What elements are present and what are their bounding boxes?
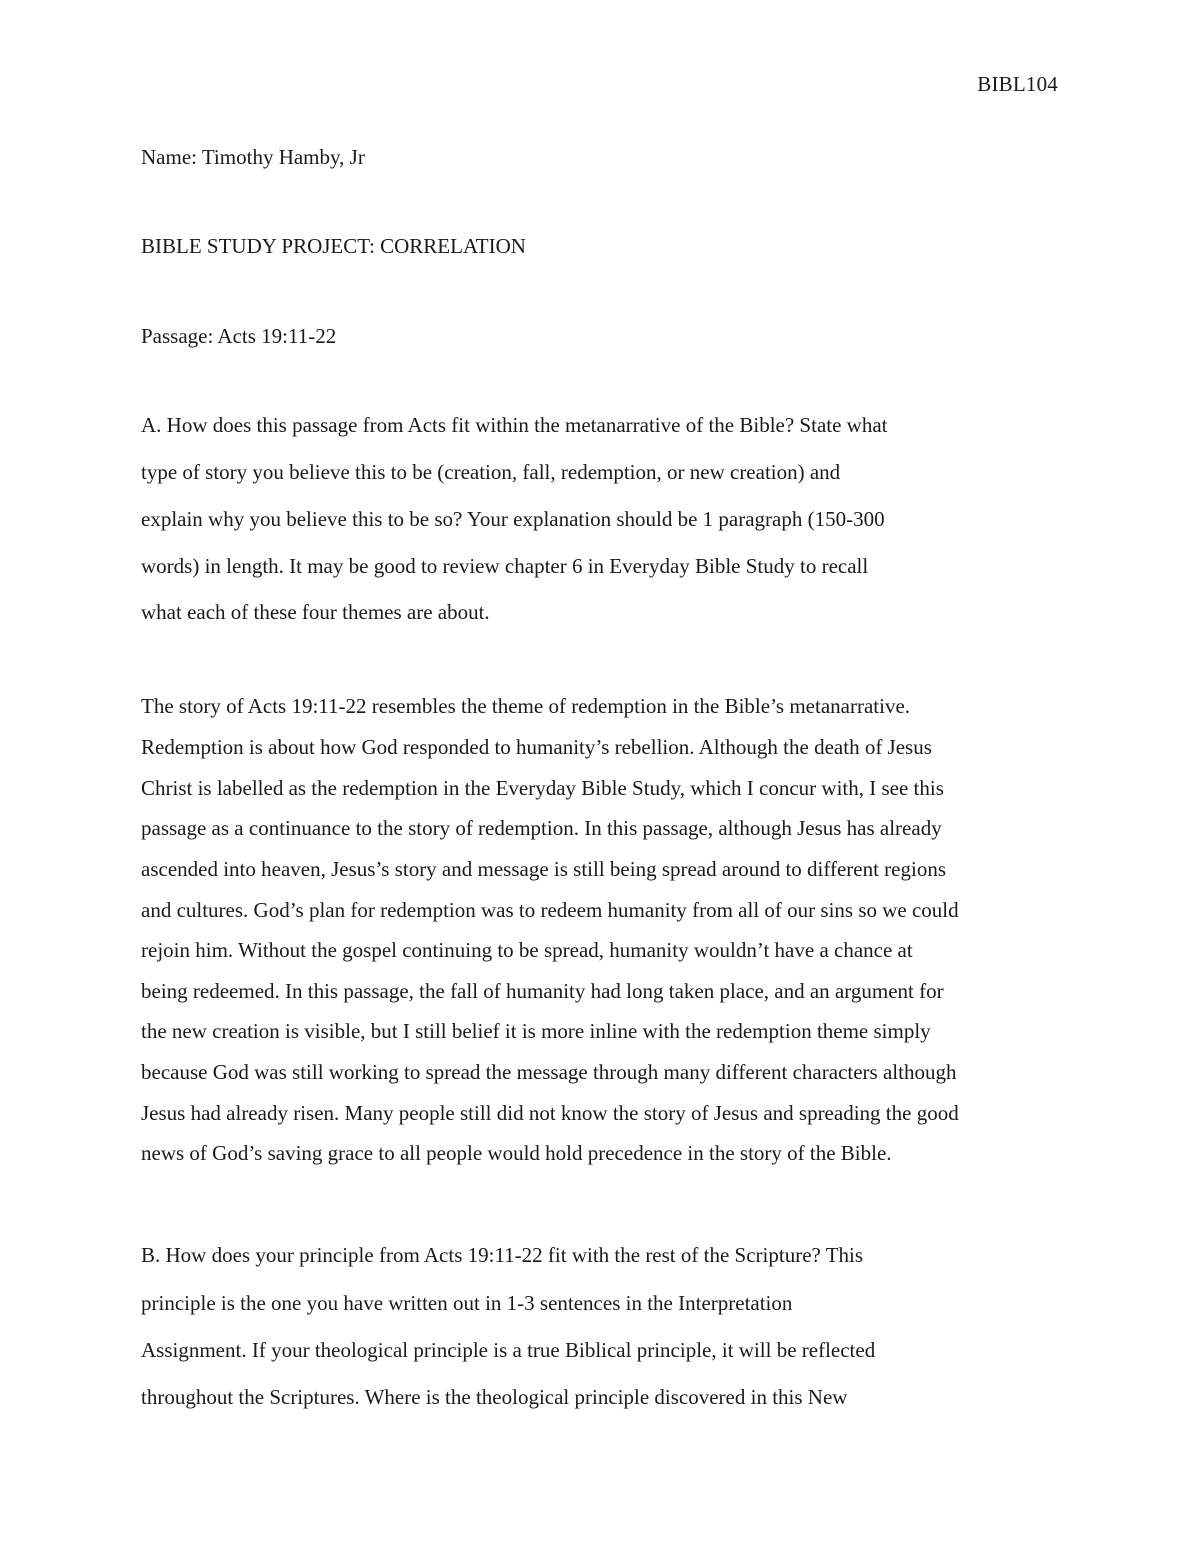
question-a-line: A. How does this passage from Acts fit within the metanarrative of the Bible? State what [141,413,888,437]
answer-a-line: Jesus had already risen. Many people still did not know the story of Jesus and spreading the good [141,1101,959,1125]
question-a-line: what each of these four themes are about. [141,600,490,624]
student-name-line: Name: Timothy Hamby, Jr [141,145,365,169]
question-a-line: explain why you believe this to be so? Your explanation should be 1 paragraph (150-300 [141,507,885,531]
answer-a-line: Christ is labelled as the redemption in the Everyday Bible Study, which I concur with, I see this [141,776,944,800]
answer-a-line: the new creation is visible, but I still belief it is more inline with the redemption theme simply [141,1019,931,1043]
question-b-line: principle is the one you have written out in 1-3 sentences in the Interpretation [141,1291,793,1315]
answer-a-line: and cultures. God’s plan for redemption was to redeem humanity from all of our sins so we could [141,898,959,922]
answer-a-line: being redeemed. In this passage, the fall of humanity had long taken place, and an argument for [141,979,944,1003]
project-title: BIBLE STUDY PROJECT: CORRELATION [141,234,526,258]
answer-a-line: passage as a continuance to the story of redemption. In this passage, although Jesus has already [141,816,942,840]
question-a-line: type of story you believe this to be (creation, fall, redemption, or new creation) and [141,460,841,484]
answer-a-line: The story of Acts 19:11-22 resembles the theme of redemption in the Bible’s metanarrative. [141,694,911,718]
question-b-line: Assignment. If your theological principle is a true Biblical principle, it will be reflected [141,1338,876,1362]
answer-a-line: ascended into heaven, Jesus’s story and message is still being spread around to different regions [141,857,947,881]
course-code-header: BIBL104 [977,72,1058,96]
answer-a-line: Redemption is about how God responded to humanity’s rebellion. Although the death of Jesus [141,735,932,759]
passage-reference: Passage: Acts 19:11-22 [141,324,337,348]
answer-a-line: news of God’s saving grace to all people would hold precedence in the story of the Bible. [141,1141,892,1165]
question-b-line: throughout the Scriptures. Where is the theological principle discovered in this New [141,1385,848,1409]
question-b-line: B. How does your principle from Acts 19:11-22 fit with the rest of the Scripture? This [141,1243,864,1267]
question-a-line: words) in length. It may be good to review chapter 6 in Everyday Bible Study to recall [141,554,869,578]
answer-a-line: because God was still working to spread the message through many different characters although [141,1060,957,1084]
answer-a-line: rejoin him. Without the gospel continuing to be spread, humanity wouldn’t have a chance at [141,938,913,962]
